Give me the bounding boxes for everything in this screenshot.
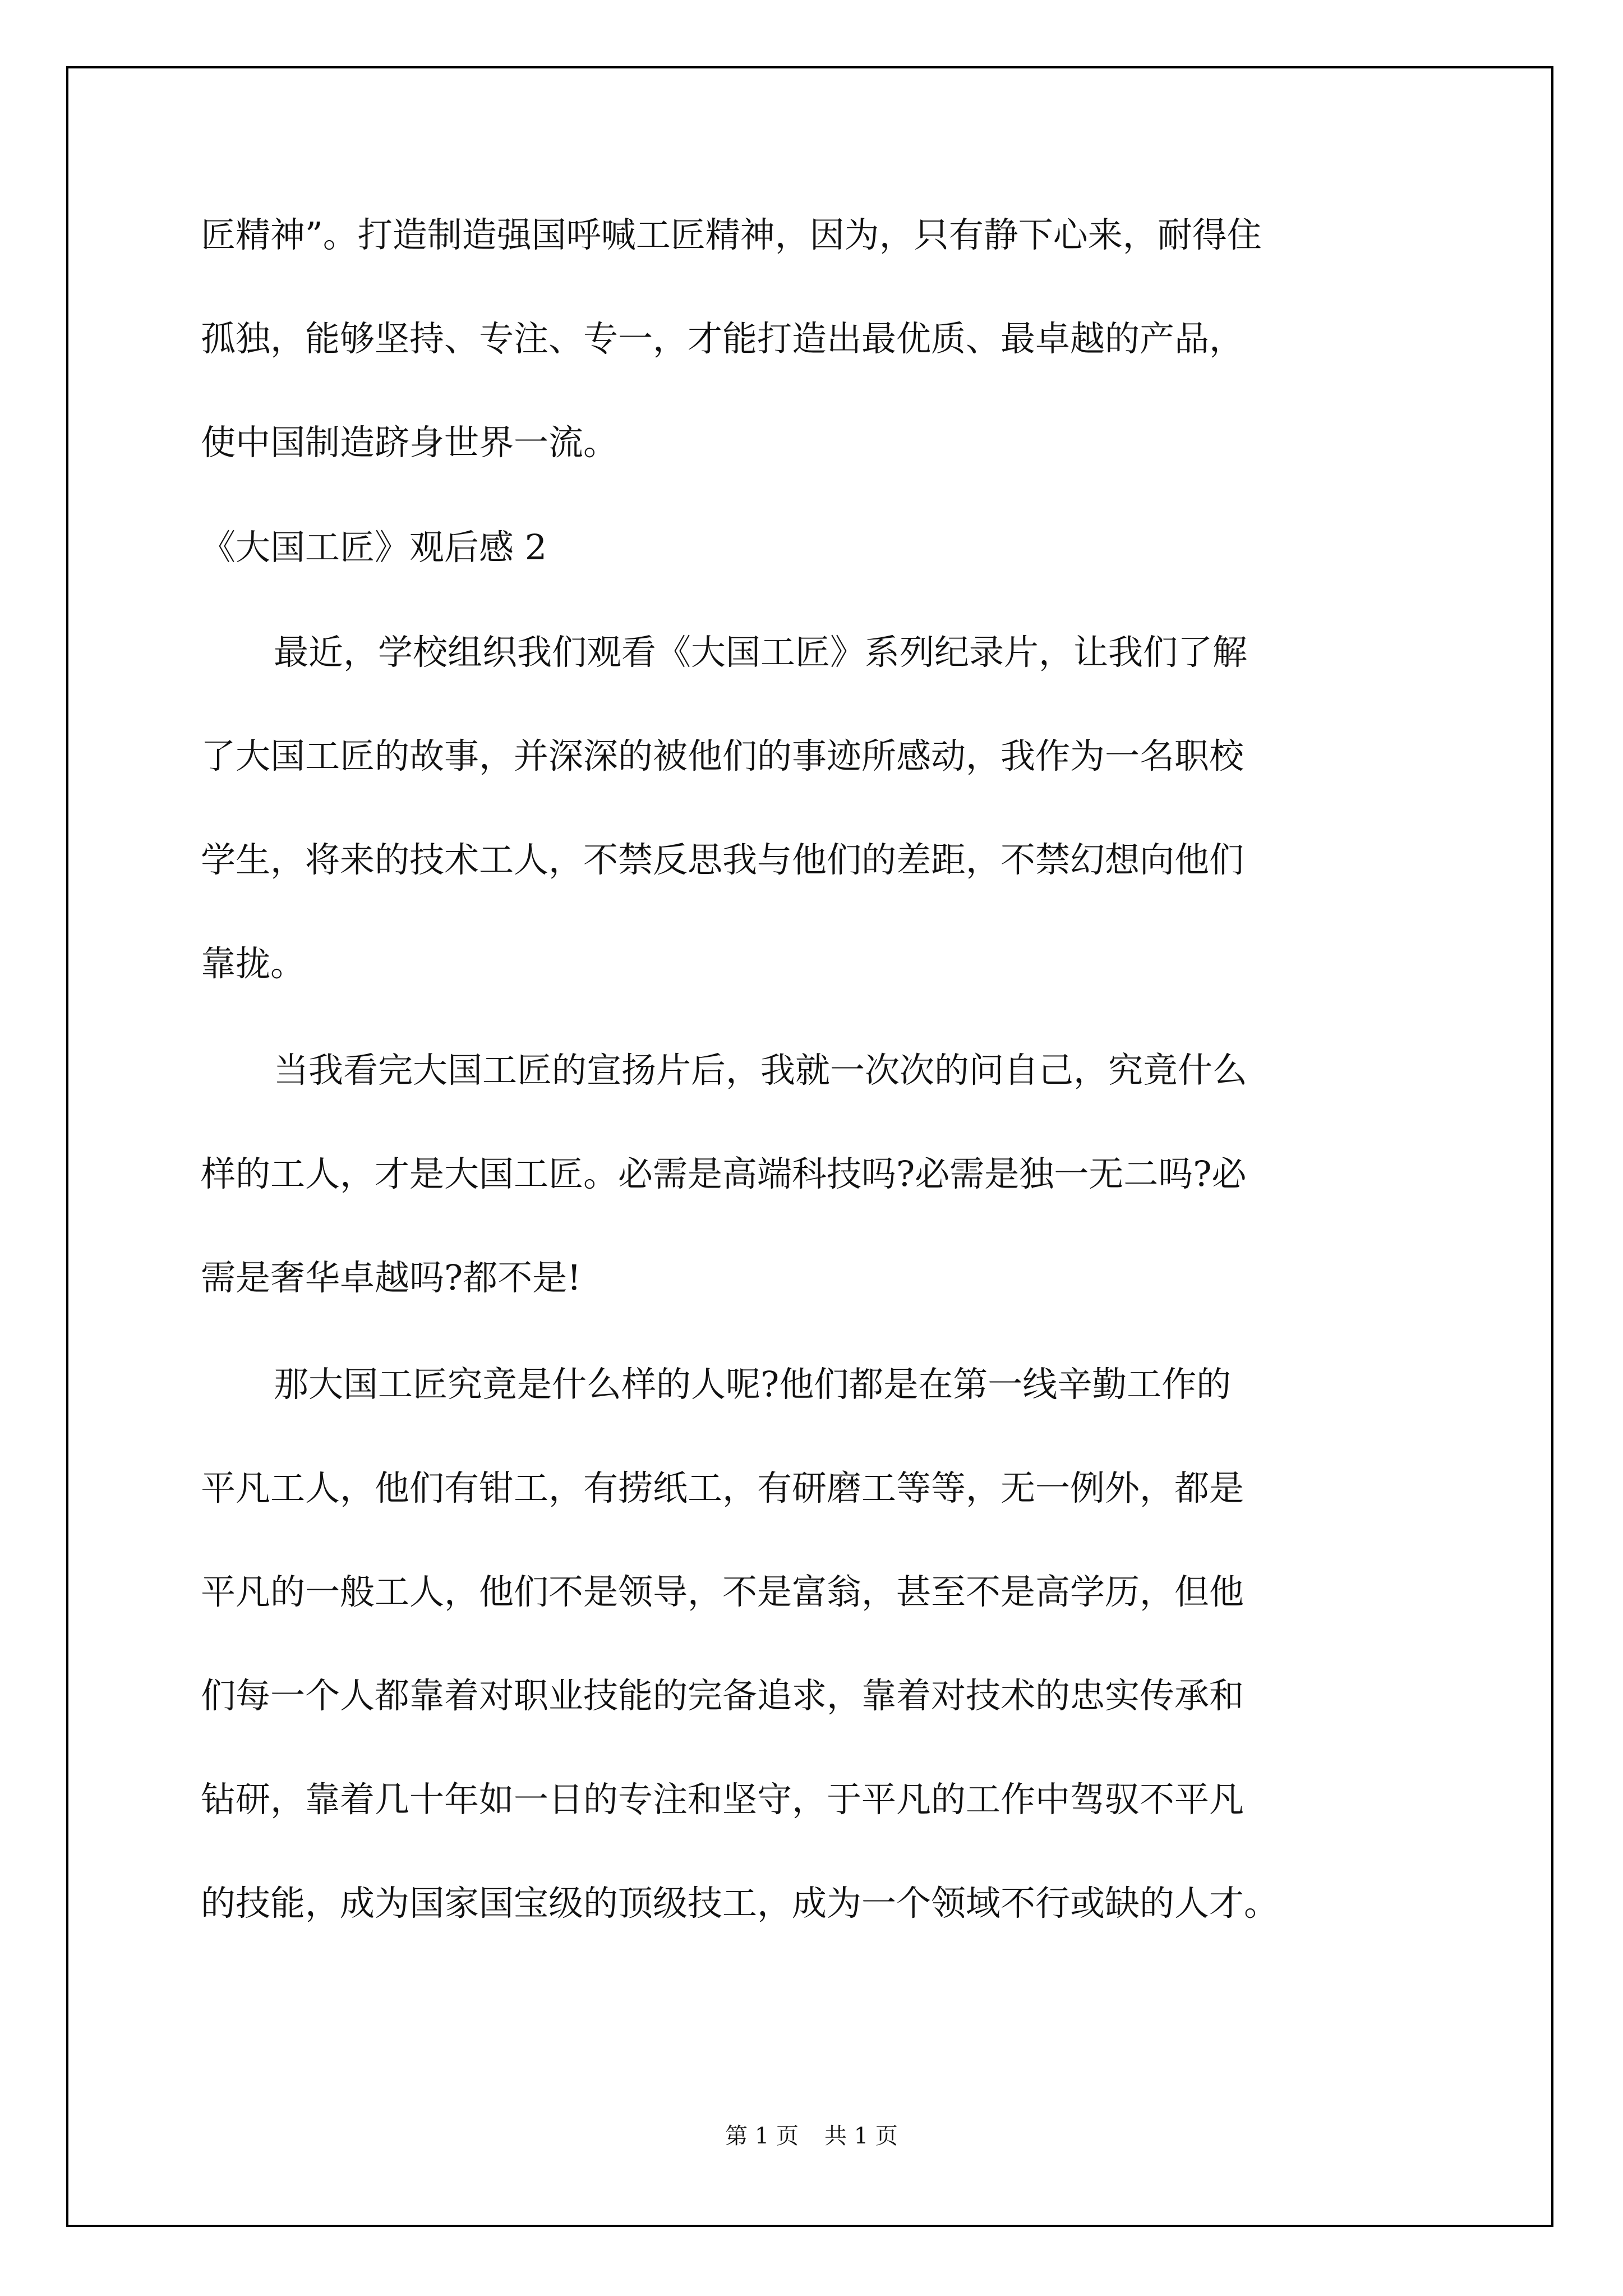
text-line: 的技能，成为国家国宝级的顶级技工，成为一个领域不行或缺的人才。 [201,1883,1279,1924]
paragraph-first-line: 最近，学校组织我们观看《大国工匠》系列纪录片，让我们了解 [274,632,1248,673]
paragraph-first-line: 那大国工匠究竟是什么样的人呢?他们都是在第一线辛勤工作的 [274,1364,1232,1405]
page-number-current: 第 1 页 [725,2123,799,2149]
text-line: 匠精神”。打造制造强国呼喊工匠精神，因为，只有静下心来，耐得住 [201,214,1262,255]
text-line: 平凡的一般工人，他们不是领导，不是富翁，甚至不是高学历，但他 [201,1571,1244,1612]
text-line: 了大国工匠的故事，并深深的被他们的事迹所感动，我作为一名职校 [201,735,1244,776]
text-line: 需是奢华卓越吗?都不是! [201,1257,582,1298]
document-body [201,214,1437,1924]
text-line: 平凡工人，他们有钳工，有捞纸工，有研磨工等等，无一例外，都是 [201,1467,1244,1508]
paragraph-first-line: 当我看完大国工匠的宣扬片后，我就一次次的问自己，究竟什么 [274,1050,1248,1091]
text-line: 靠拢。 [201,943,306,984]
text-line: 学生，将来的技术工人，不禁反思我与他们的差距，不禁幻想向他们 [201,839,1244,880]
text-line: 使中国制造跻身世界一流。 [201,422,619,463]
page-number-total: 共 1 页 [824,2123,898,2149]
section-title: 《大国工匠》观后感 2 [201,527,547,568]
text-line: 钻研，靠着几十年如一日的专注和坚守，于平凡的工作中驾驭不平凡 [201,1779,1244,1820]
text-line: 们每一个人都靠着对职业技能的完备追求，靠着对技术的忠实传承和 [201,1675,1244,1716]
text-line: 孤独，能够坚持、专注、专一，才能打造出最优质、最卓越的产品， [201,318,1244,359]
text-line: 样的工人，才是大国工匠。必需是高端科技吗?必需是独一无二吗?必 [201,1153,1247,1194]
page-footer [0,2125,1623,2147]
